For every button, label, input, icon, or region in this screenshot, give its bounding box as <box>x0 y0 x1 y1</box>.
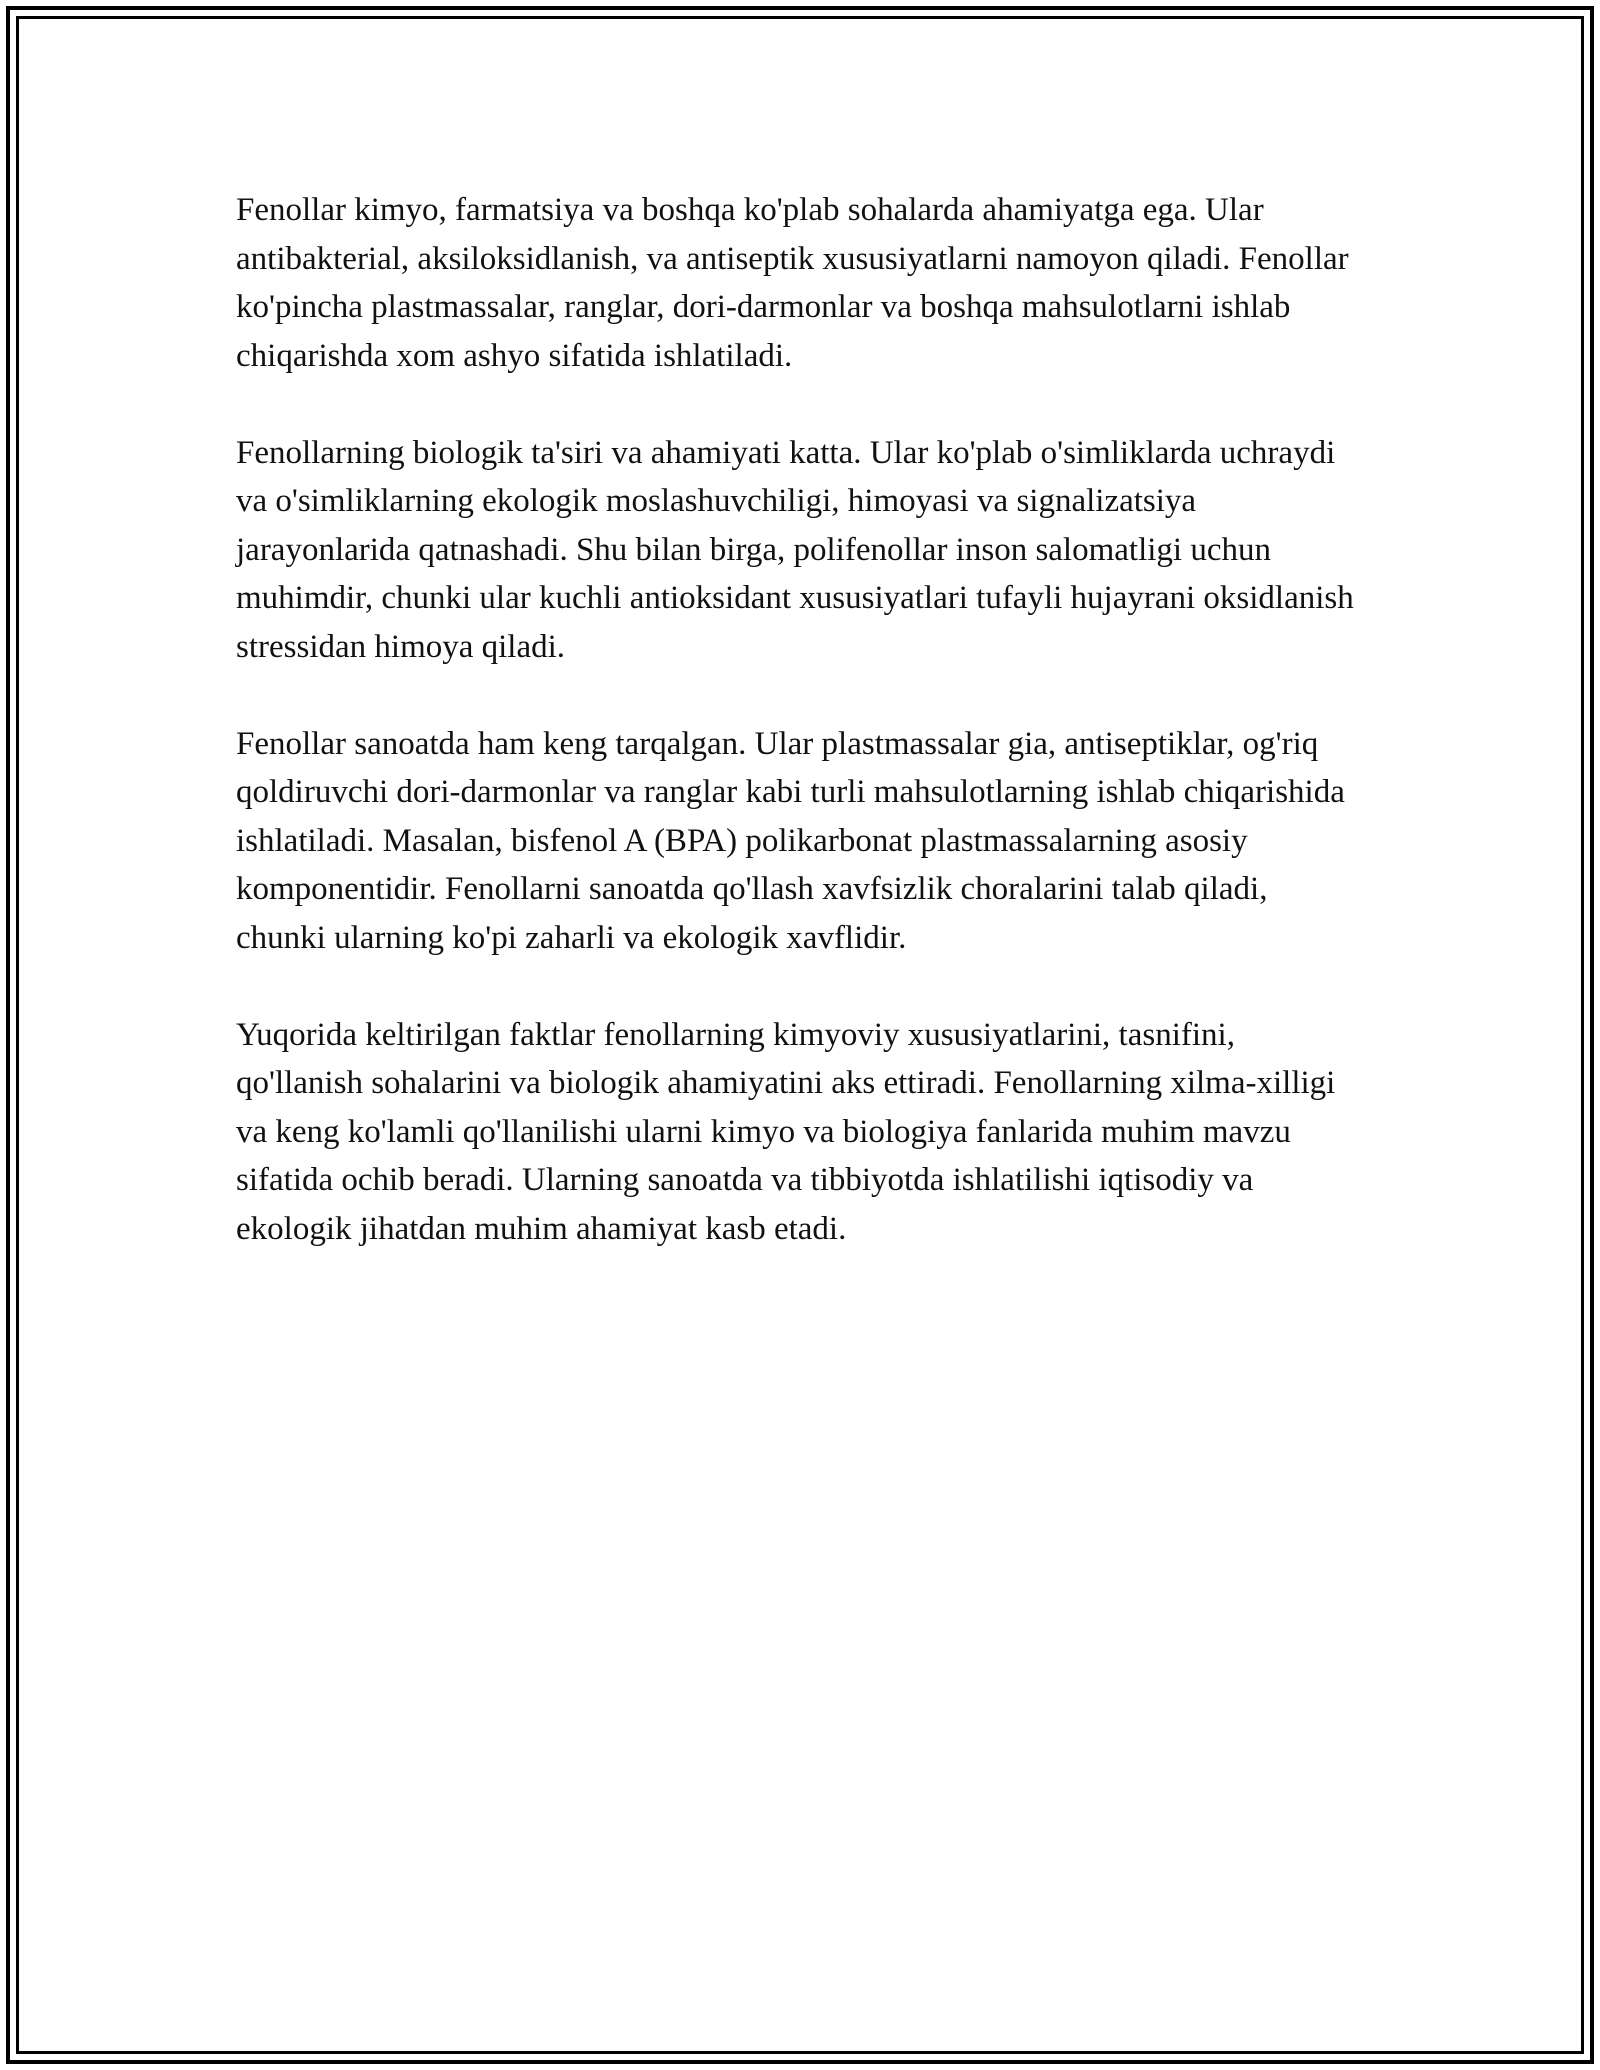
paragraph-4: Yuqorida keltirilgan faktlar fenollarning kimyoviy xususiyatlarini, tasnifini, qo'llanish sohalarini va biologik ahamiyatini aks ettiradi. Fenollarning xilma-xilligi va keng ko'lamli qo'llanilishi ularni kimyo va biologiya fanlarida muhim mavzu sifatida ochib beradi. Ularning sanoatda va tibbiyotda ishlatilishi iqtisodiy va ekologik jihatdan muhim ahamiyat kasb etadi. <box>236 1016 1336 1247</box>
paragraph-3: Fenollar sanoatda ham keng tarqalgan. Ular plastmassalar gia, antiseptiklar, og'riq qoldiruvchi dori-darmonlar va ranglar kabi turli mahsulotlarning ishlab chiqarishida ishlatiladi. Masalan, bisfenol A (BPA) polikarbonat plastmassalarning asosiy komponentidir. Fenollarni sanoatda qo'llash xavfsizlik choralarini talab qiladi, chunki ularning ko'pi zaharli va ekologik xavflidir. <box>236 725 1345 956</box>
paragraph-1: Fenollar kimyo, farmatsiya va boshqa ko'plab sohalarda ahamiyatga ega. Ular antibakterial, aksiloksidlanish, va antiseptik xususiyatlarni namoyon qiladi. Fenollar ko'pincha plastmassalar, ranglar, dori-darmonlar va boshqa mahsulotlarni ishlab chiqarishda xom ashyo sifatida ishlatiladi. <box>236 192 1349 374</box>
document-body <box>236 186 1356 1302</box>
paragraph-2: Fenollarning biologik ta'siri va ahamiyati katta. Ular ko'plab o'simliklarda uchraydi va o'simliklarning ekologik moslashuvchiligi, himoyasi va signalizatsiya jarayonlarida qatnashadi. Shu bilan birga, polifenollar inson salomatligi uchun muhimdir, chunki ular kuchli antioksidant xususiyatlari tufayli hujayrani oksidlanish stressidan himoya qiladi. <box>236 434 1354 665</box>
